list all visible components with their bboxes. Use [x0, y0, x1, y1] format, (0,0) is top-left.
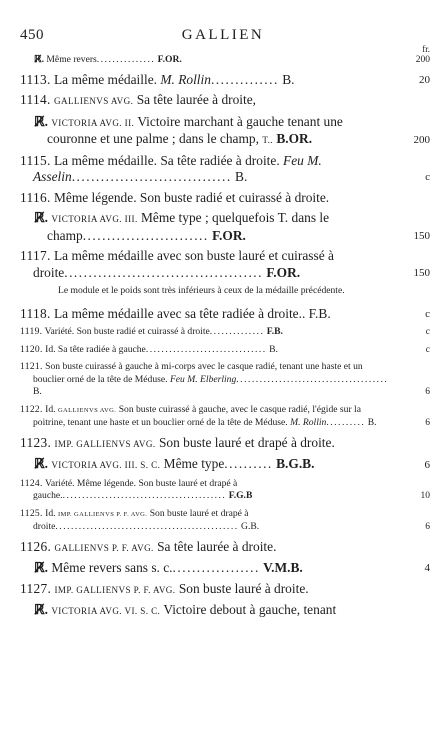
price: 6: [425, 387, 430, 397]
entry-1122: 1122. Id. GALLIENVS AVG. Son buste cuirassé à gauche, avec le casque radié, l'égide sur la poitrine, tenant une haste et un bouclier orné de la tête de Méduse. M. Rollin.......... B. 6: [20, 403, 430, 428]
price: 150: [413, 266, 430, 279]
entry-1124: 1124. Variété. Même légende. Son buste lauré et drapé à gauche........................................... F.G.B 10: [20, 477, 430, 501]
page-header: [0, 27, 446, 45]
entry-1123: 1123. IMP. GALLIENVS AVG. Son buste lauré et drapé à droite.: [20, 434, 335, 450]
price: 6: [425, 418, 430, 428]
grade: F.OR.: [157, 54, 182, 65]
grade: B.: [282, 71, 295, 87]
grade: F.OR.: [212, 227, 246, 243]
price: c: [425, 307, 430, 320]
entry-1114: 1114. GALLIENVS AVG. Sa tête laurée à droite,: [20, 92, 257, 107]
entry-reverse: ℝ̸. VICTORIA AVG. III. Même type ; quelquefois T. dans le champ.......................... F.OR. 150: [34, 210, 430, 243]
price: 200: [413, 134, 430, 146]
entry-1116: 1116. Même légende. Son buste radié et cuirassé à droite.: [20, 189, 330, 205]
price: 200: [415, 55, 430, 65]
grade: B.: [235, 169, 248, 184]
grade: F.G.B: [228, 490, 253, 501]
catalogue-entries: [0, 54, 446, 624]
grade: F.OR.: [266, 264, 301, 280]
margin-unit-label: fr.: [422, 44, 430, 54]
price: c: [425, 327, 430, 337]
grade: B.OR.: [276, 131, 313, 146]
entry-reverse: ℝ̸. VICTORIA AVG. VI. S. C. Victoire debout à gauche, tenant: [34, 602, 337, 617]
grade: B.G.B.: [276, 456, 315, 471]
entry-1121: 1121. Son buste cuirassé à gauche à mi-corps avec le casque radié, tenant une haste et un bouclier orné de la tête de Méduse. Feu M. Elberling....................................... B. 6: [20, 361, 430, 397]
grade: B.: [367, 417, 377, 428]
price: 6: [425, 522, 430, 532]
price: 10: [420, 491, 430, 501]
entry-1118: 1118. La même médaille avec sa tête radiée à droite.. F.B. c: [20, 305, 430, 321]
price: c: [425, 344, 430, 355]
grade: B.: [33, 386, 42, 397]
entry-reverse: ℝ̸. VICTORIA AVG. II. Victoire marchant à gauche tenant une couronne et une palme ; dans le champ, T.. B.OR. 200: [34, 114, 390, 149]
entry-1113: 1113. La même médaille. M. Rollin.............. B. 20: [20, 71, 430, 87]
entry-1120: 1120. Id. Sa tête radiée à gauche............................... B. c: [20, 343, 430, 355]
grade: V.M.B.: [263, 560, 303, 575]
entry-reverse: ℝ̸. Même revers sans s. c................... V.M.B. 4: [34, 560, 430, 575]
price: 150: [413, 229, 430, 242]
footnote: Le module et le poids sont très inférieurs à ceux de la médaille précédente.: [58, 285, 345, 296]
entry-reverse: ℝ̸. VICTORIA AVG. III. S. C. Même type.......... B.G.B. 6: [34, 456, 390, 474]
price: 20: [419, 73, 430, 86]
entry-1115: 1115. La même médaille. Sa tête radiée à droite. Feu M. Asselin................................. B. c: [20, 152, 430, 184]
grade: G.B.: [241, 521, 260, 532]
entry-reverse: ℝ̸. Même revers............... F.OR. 200: [34, 54, 430, 65]
running-title: GALLIEN: [181, 27, 265, 43]
price: c: [425, 171, 430, 183]
price: 4: [424, 562, 430, 574]
grade: F.B.: [308, 305, 331, 321]
entry-1119: 1119. Variété. Son buste radié et cuirassé à droite.............. F.B. c: [20, 326, 430, 337]
grade: B.: [269, 343, 278, 355]
entry-1117: 1117. La même médaille avec son buste lauré et cuirassé à droite......................................... F.OR. 150: [20, 248, 430, 280]
entry-1126: 1126. GALLIENVS P. F. AVG. Sa tête laurée à droite.: [20, 538, 277, 554]
grade: F.B.: [266, 326, 283, 337]
entry-1127: 1127. IMP. GALLIENVS P. F. AVG. Son buste lauré à droite.: [20, 580, 309, 596]
price: 6: [424, 459, 430, 471]
page-number: 450: [20, 27, 44, 43]
entry-1125: 1125. Id. IMP. GALLIENVS P. F. AVG. Son buste lauré et drapé à droite............................................... G.B. 6: [20, 507, 430, 532]
